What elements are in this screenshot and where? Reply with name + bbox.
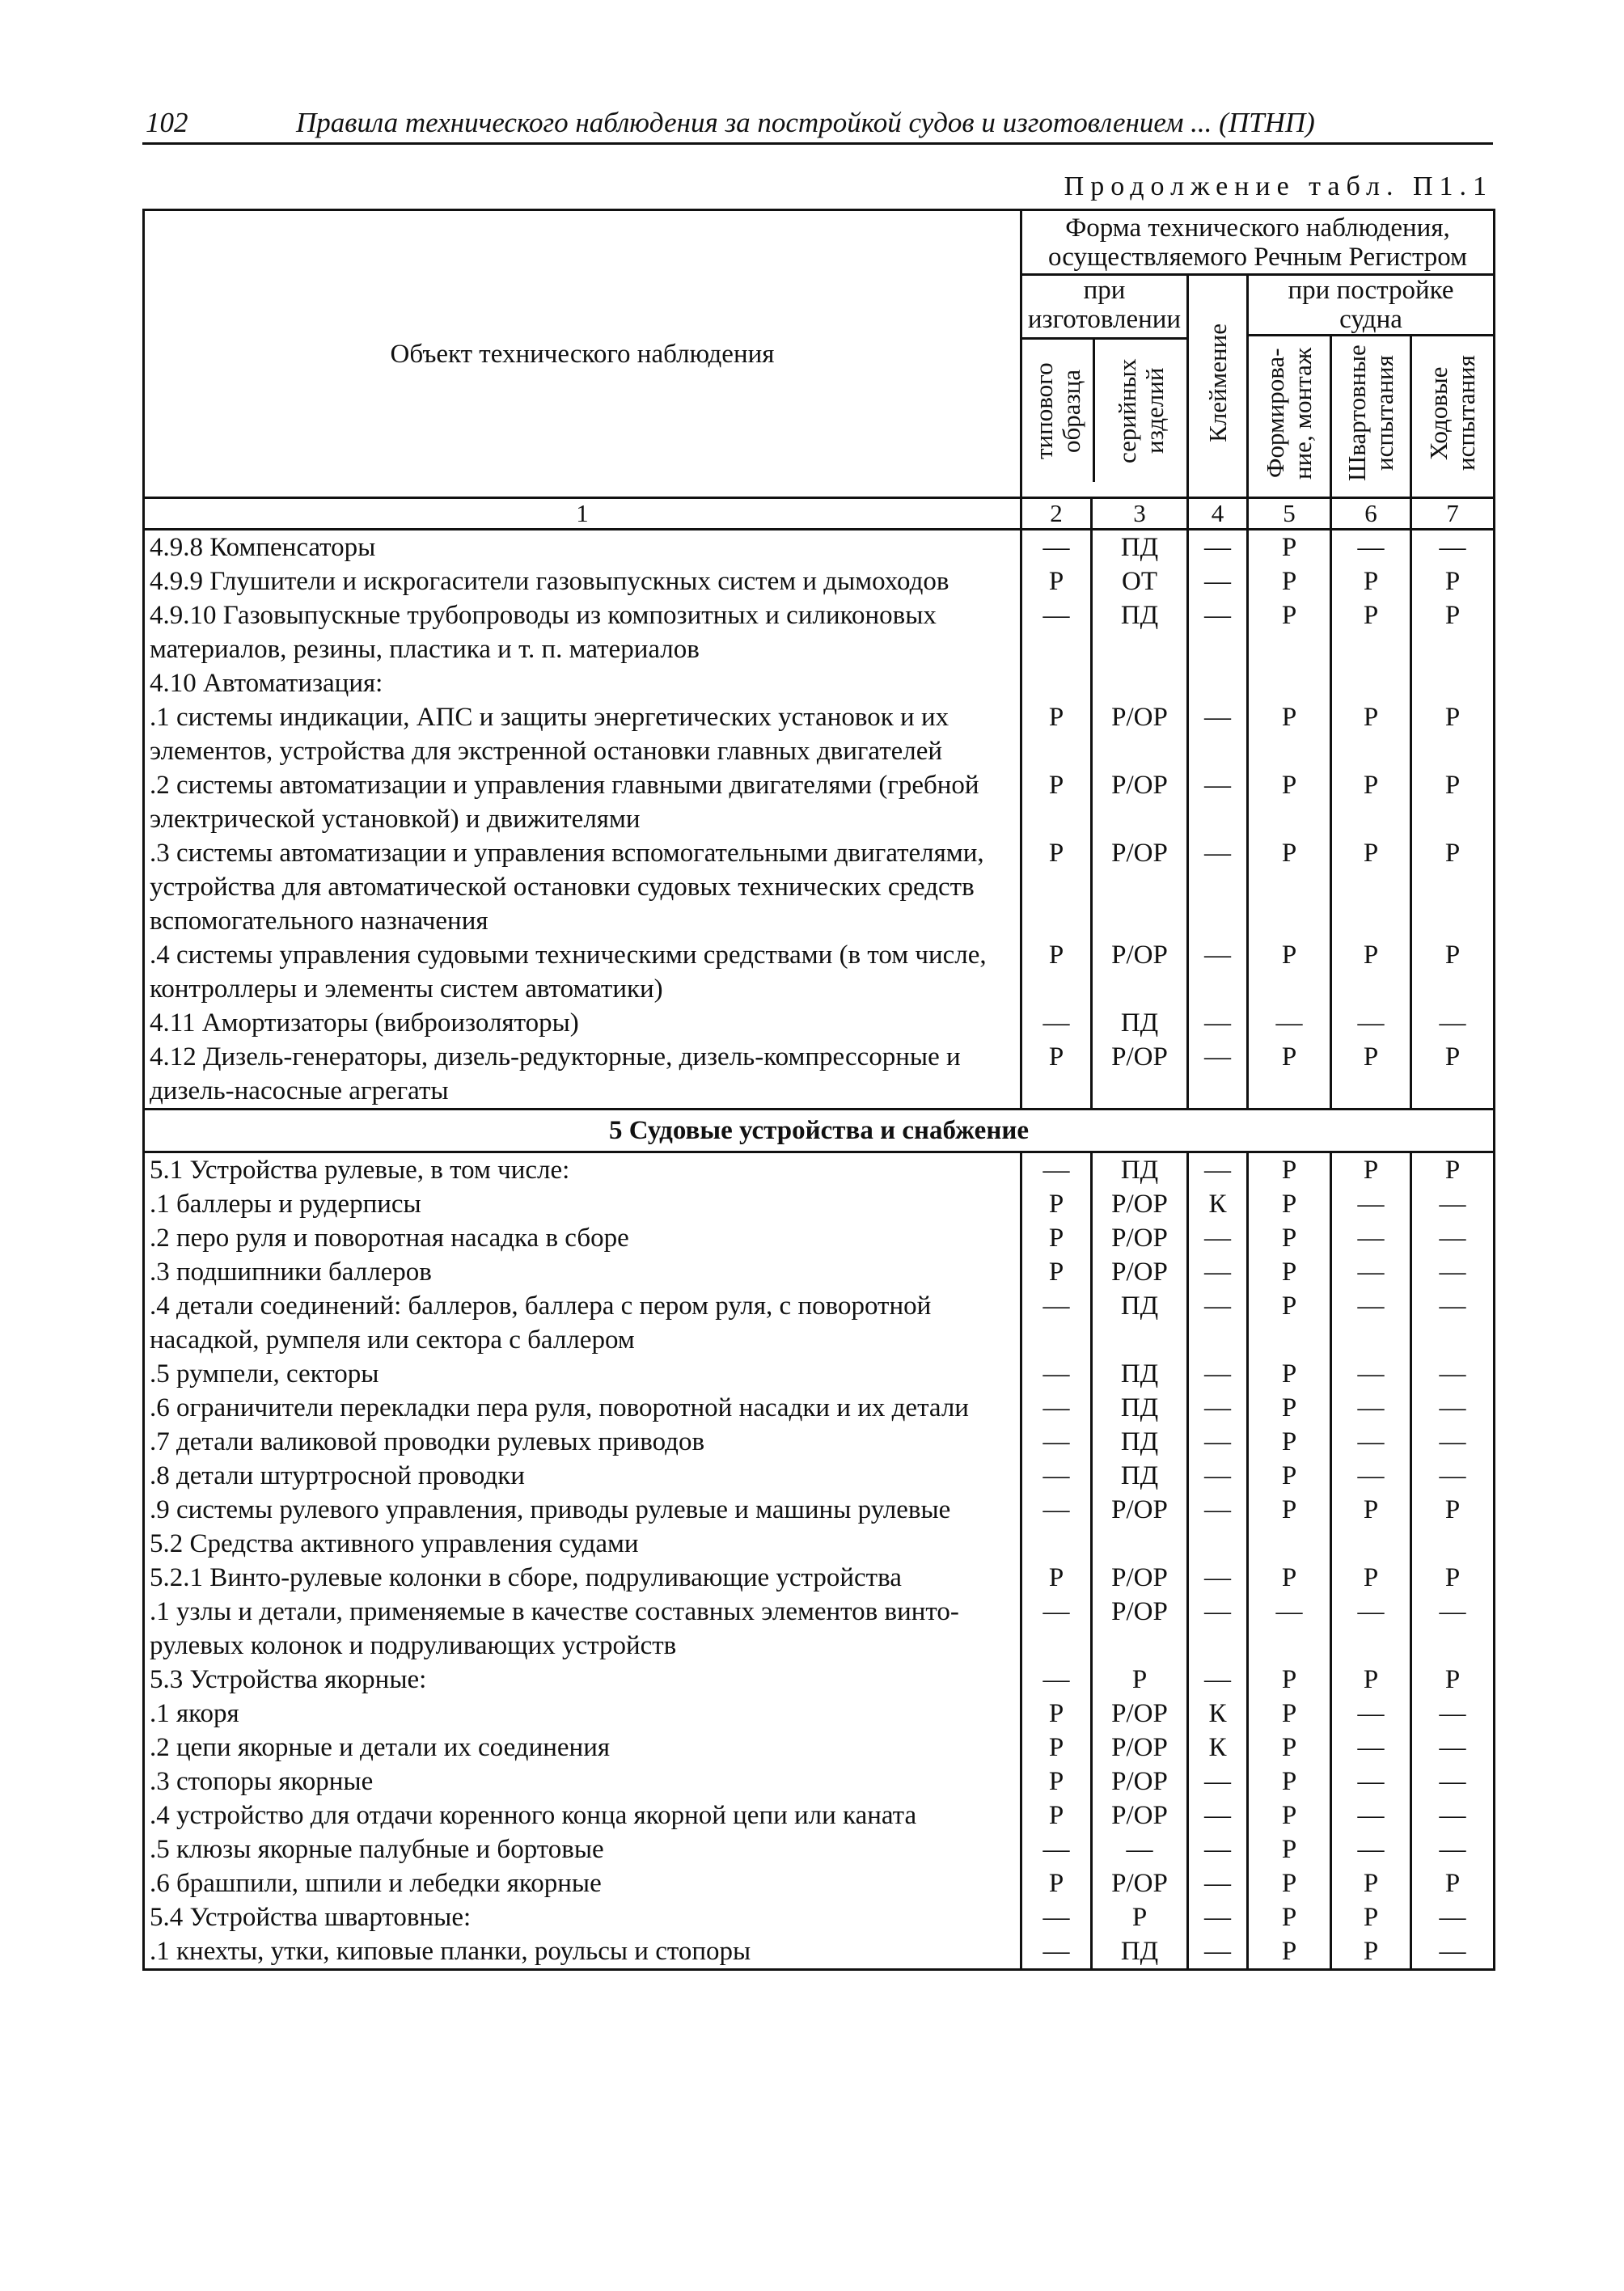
form-cell: — — [1188, 1561, 1248, 1595]
table-row — [144, 1493, 1495, 1527]
object-name: .4 детали соединений: баллеров, баллера с пером руля, с поворотной насадкой, румпеля или сектора с баллером — [144, 1289, 1021, 1357]
table-row — [144, 1866, 1495, 1900]
form-cell: Р — [1331, 836, 1411, 938]
form-cell — [1331, 666, 1411, 700]
form-cell: — — [1331, 1731, 1411, 1765]
table-row — [144, 1663, 1495, 1697]
form-cell: Р — [1411, 768, 1495, 836]
form-cell — [1411, 666, 1495, 700]
form-cell: Р — [1331, 700, 1411, 768]
form-cell: — — [1331, 1391, 1411, 1425]
header-branding — [1188, 275, 1248, 498]
form-cell: Р — [1248, 1561, 1331, 1595]
section-heading-row — [144, 1110, 1495, 1152]
object-name: .9 системы рулевого управления, приводы рулевые и машины рулевые — [144, 1493, 1021, 1527]
form-cell: Р — [1248, 1040, 1331, 1110]
page-number: 102 — [146, 107, 188, 138]
table-row — [144, 1187, 1495, 1221]
form-cell: Р — [1411, 1493, 1495, 1527]
form-cell: Р — [1021, 1561, 1092, 1595]
form-cell: Р — [1092, 1900, 1188, 1934]
form-cell: Р — [1248, 938, 1331, 1006]
table-row — [144, 530, 1495, 565]
form-cell: — — [1411, 1595, 1495, 1663]
form-cell: Р — [1021, 836, 1092, 938]
form-cell: — — [1331, 1255, 1411, 1289]
form-cell: — — [1021, 1900, 1092, 1934]
form-cell: — — [1021, 1832, 1092, 1866]
object-name: .6 ограничители перекладки пера руля, поворотной насадки и их детали — [144, 1391, 1021, 1425]
form-cell: Р — [1331, 598, 1411, 666]
form-cell: Р — [1248, 1866, 1331, 1900]
form-cell: Р — [1021, 1221, 1092, 1255]
form-cell: ПД — [1092, 1459, 1188, 1493]
form-cell: Р — [1331, 564, 1411, 598]
form-cell: — — [1411, 530, 1495, 565]
form-cell: — — [1331, 1006, 1411, 1040]
column-number: 4 — [1188, 498, 1248, 530]
form-cell: Р — [1248, 1391, 1331, 1425]
form-cell: Р — [1021, 1187, 1092, 1221]
table-row — [144, 666, 1495, 700]
form-cell: ПД — [1092, 1391, 1188, 1425]
table-body-part2 — [144, 1152, 1495, 1970]
form-cell: — — [1021, 1289, 1092, 1357]
object-name: .1 якоря — [144, 1697, 1021, 1731]
column-number: 5 — [1248, 498, 1331, 530]
column-number: 2 — [1021, 498, 1092, 530]
form-cell: Р — [1331, 1866, 1411, 1900]
form-cell: Р — [1248, 1765, 1331, 1799]
form-cell: — — [1188, 836, 1248, 938]
form-cell — [1331, 1527, 1411, 1561]
object-name: .5 румпели, секторы — [144, 1357, 1021, 1391]
object-name: .1 баллеры и рудерписы — [144, 1187, 1021, 1221]
form-cell: — — [1331, 1289, 1411, 1357]
form-cell: — — [1188, 1900, 1248, 1934]
form-cell: — — [1188, 1765, 1248, 1799]
form-cell: ПД — [1092, 1425, 1188, 1459]
form-cell: Р/ОР — [1092, 1765, 1188, 1799]
form-cell: — — [1021, 1493, 1092, 1527]
object-name: .6 брашпили, шпили и лебедки якорные — [144, 1866, 1021, 1900]
form-cell: — — [1248, 1595, 1331, 1663]
object-name: .7 детали валиковой проводки рулевых приводов — [144, 1425, 1021, 1459]
form-cell: Р/ОР — [1092, 1595, 1188, 1663]
form-cell: Р/ОР — [1092, 1187, 1188, 1221]
header-mooring-text: Швартовные испытания — [1343, 344, 1398, 482]
form-cell: — — [1411, 1799, 1495, 1832]
header-serial — [1095, 340, 1186, 482]
form-cell: — — [1331, 1595, 1411, 1663]
table-row — [144, 700, 1495, 768]
table-row — [144, 1289, 1495, 1357]
form-cell: — — [1188, 1832, 1248, 1866]
form-cell: Р — [1248, 530, 1331, 565]
header-type-sample-text: типового образца — [1029, 362, 1085, 459]
header-manufacture-label: при изготовлении — [1027, 276, 1182, 334]
table-row — [144, 1221, 1495, 1255]
form-cell: Р — [1411, 1152, 1495, 1188]
form-cell: Р — [1248, 564, 1331, 598]
object-name: .5 клюзы якорные палубные и бортовые — [144, 1832, 1021, 1866]
object-name: .2 цепи якорные и детали их соединения — [144, 1731, 1021, 1765]
form-cell: Р/ОР — [1092, 1697, 1188, 1731]
form-cell: Р — [1021, 1255, 1092, 1289]
object-name: .1 системы индикации, АПС и защиты энергетических установок и их элементов, устройства для экстренной остановки главных двигателей — [144, 700, 1021, 768]
header-manufacture-group — [1021, 275, 1188, 498]
form-cell: Р — [1331, 1152, 1411, 1188]
form-cell: — — [1188, 1663, 1248, 1697]
form-cell: — — [1021, 1357, 1092, 1391]
form-cell: Р — [1248, 1663, 1331, 1697]
form-cell: — — [1411, 1731, 1495, 1765]
form-cell: Р — [1248, 1697, 1331, 1731]
table-row — [144, 1561, 1495, 1595]
form-cell: ПД — [1092, 1152, 1188, 1188]
header-construction-group: при постройке судна — [1248, 275, 1495, 336]
form-cell: — — [1021, 1663, 1092, 1697]
section-row-group — [144, 1110, 1495, 1152]
form-cell: — — [1188, 1006, 1248, 1040]
table-row — [144, 1765, 1495, 1799]
form-cell: Р — [1331, 768, 1411, 836]
header-forming — [1248, 336, 1331, 498]
form-cell: Р — [1092, 1663, 1188, 1697]
object-name: 4.9.10 Газовыпускные трубопроводы из композитных и силиконовых материалов, резины, пластика и т. п. материалов — [144, 598, 1021, 666]
table-body-part1 — [144, 498, 1495, 1110]
form-cell: — — [1021, 598, 1092, 666]
form-cell: Р/ОР — [1092, 836, 1188, 938]
form-cell: — — [1188, 700, 1248, 768]
header-forming-text: Формирова-ние, монтаж — [1261, 347, 1317, 480]
form-cell: Р — [1248, 1221, 1331, 1255]
form-cell: Р — [1248, 1731, 1331, 1765]
form-cell: — — [1331, 1425, 1411, 1459]
form-cell: — — [1188, 1040, 1248, 1110]
column-number: 6 — [1331, 498, 1411, 530]
form-cell: Р — [1331, 1040, 1411, 1110]
form-cell: — — [1188, 1221, 1248, 1255]
form-cell: Р — [1411, 938, 1495, 1006]
form-cell: — — [1188, 1595, 1248, 1663]
table-row — [144, 836, 1495, 938]
form-cell: — — [1411, 1765, 1495, 1799]
form-cell: Р — [1021, 700, 1092, 768]
form-cell: Р — [1411, 1663, 1495, 1697]
form-cell: Р/ОР — [1092, 1040, 1188, 1110]
form-cell: — — [1188, 530, 1248, 565]
table-header — [144, 210, 1495, 498]
object-name: 5.3 Устройства якорные: — [144, 1663, 1021, 1697]
form-cell: — — [1188, 1493, 1248, 1527]
form-cell: Р — [1411, 1040, 1495, 1110]
form-cell: — — [1331, 1799, 1411, 1832]
form-cell: Р/ОР — [1092, 700, 1188, 768]
form-cell: ОТ — [1092, 564, 1188, 598]
form-cell: Р — [1411, 1561, 1495, 1595]
table-row — [144, 1040, 1495, 1110]
table-row — [144, 1799, 1495, 1832]
form-cell: — — [1188, 564, 1248, 598]
table-row — [144, 564, 1495, 598]
form-cell: Р — [1411, 598, 1495, 666]
table-row — [144, 1595, 1495, 1663]
object-name: .1 узлы и детали, применяемые в качестве составных элементов винто-рулевых колонок и подруливающих устройств — [144, 1595, 1021, 1663]
object-name: 4.10 Автоматизация: — [144, 666, 1021, 700]
object-name: .4 системы управления судовыми техническими средствами (в том числе, контроллеры и элементы систем автоматики) — [144, 938, 1021, 1006]
object-name: 4.11 Амортизаторы (виброизоляторы) — [144, 1006, 1021, 1040]
form-cell: Р — [1248, 1900, 1331, 1934]
column-number: 1 — [144, 498, 1021, 530]
form-cell — [1248, 666, 1331, 700]
form-cell: К — [1188, 1187, 1248, 1221]
object-name: .3 подшипники баллеров — [144, 1255, 1021, 1289]
form-cell: — — [1188, 938, 1248, 1006]
form-cell: — — [1188, 1357, 1248, 1391]
form-cell: Р — [1248, 1459, 1331, 1493]
form-cell: Р — [1021, 1697, 1092, 1731]
form-cell — [1248, 1527, 1331, 1561]
form-cell: — — [1188, 768, 1248, 836]
form-cell: Р — [1331, 1900, 1411, 1934]
form-cell — [1021, 666, 1092, 700]
object-name: 4.9.9 Глушители и искрогасители газовыпускных систем и дымоходов — [144, 564, 1021, 598]
header-sea-text: Ходовые испытания — [1424, 355, 1480, 471]
form-cell: Р — [1248, 1255, 1331, 1289]
object-name: 5.4 Устройства швартовные: — [144, 1900, 1021, 1934]
form-cell: — — [1021, 1459, 1092, 1493]
table-row — [144, 938, 1495, 1006]
form-cell: — — [1021, 1006, 1092, 1040]
form-cell: — — [1021, 530, 1092, 565]
table-row — [144, 1006, 1495, 1040]
form-cell: Р — [1248, 1289, 1331, 1357]
form-cell: Р — [1021, 1040, 1092, 1110]
form-cell: ПД — [1092, 598, 1188, 666]
form-cell: Р — [1411, 700, 1495, 768]
column-number: 3 — [1092, 498, 1188, 530]
form-cell: — — [1188, 1289, 1248, 1357]
form-cell: Р/ОР — [1092, 938, 1188, 1006]
header-mooring — [1331, 336, 1411, 498]
form-cell: Р — [1248, 1187, 1331, 1221]
form-cell: Р — [1021, 938, 1092, 1006]
form-cell: — — [1411, 1459, 1495, 1493]
form-cell: — — [1411, 1391, 1495, 1425]
form-cell: — — [1411, 1425, 1495, 1459]
form-cell: Р/ОР — [1092, 1731, 1188, 1765]
form-cell: Р — [1248, 1152, 1331, 1188]
object-name: 4.9.8 Компенсаторы — [144, 530, 1021, 565]
form-cell: Р — [1021, 1731, 1092, 1765]
form-cell: Р/ОР — [1092, 1493, 1188, 1527]
table-row — [144, 1152, 1495, 1188]
form-cell: Р — [1021, 1799, 1092, 1832]
form-cell: — — [1092, 1832, 1188, 1866]
form-cell: — — [1411, 1289, 1495, 1357]
form-cell: Р/ОР — [1092, 1866, 1188, 1900]
form-cell: — — [1331, 1697, 1411, 1731]
form-cell: К — [1188, 1731, 1248, 1765]
form-cell: — — [1411, 1697, 1495, 1731]
table-row — [144, 768, 1495, 836]
form-cell: Р — [1021, 564, 1092, 598]
form-cell: Р — [1248, 1357, 1331, 1391]
form-cell: — — [1411, 1900, 1495, 1934]
table-row — [144, 1425, 1495, 1459]
form-cell: Р — [1248, 700, 1331, 768]
object-name: .3 стопоры якорные — [144, 1765, 1021, 1799]
form-cell: — — [1331, 1459, 1411, 1493]
object-name: .2 перо руля и поворотная насадка в сборе — [144, 1221, 1021, 1255]
form-cell — [1092, 1527, 1188, 1561]
form-cell: ПД — [1092, 1934, 1188, 1970]
table-continuation-label: Продолжение табл. П1.1 — [1064, 171, 1493, 201]
form-cell: Р — [1248, 598, 1331, 666]
section-heading: 5 Судовые устройства и снабжение — [144, 1110, 1495, 1152]
form-cell: — — [1188, 1391, 1248, 1425]
header-sea — [1411, 336, 1495, 498]
running-head — [142, 104, 1493, 145]
form-cell: Р/ОР — [1092, 1799, 1188, 1832]
form-cell: Р — [1411, 836, 1495, 938]
form-cell: К — [1188, 1697, 1248, 1731]
form-cell: Р — [1248, 768, 1331, 836]
table-row — [144, 1255, 1495, 1289]
header-serial-text: серийных изделий — [1112, 358, 1169, 463]
form-cell: Р — [1248, 1493, 1331, 1527]
form-cell: Р — [1331, 1493, 1411, 1527]
table-row — [144, 1527, 1495, 1561]
form-cell: — — [1188, 1255, 1248, 1289]
form-cell: Р — [1331, 1934, 1411, 1970]
table-row — [144, 1832, 1495, 1866]
form-cell: Р — [1411, 564, 1495, 598]
form-cell: Р — [1331, 1561, 1411, 1595]
form-cell: — — [1021, 1391, 1092, 1425]
form-cell: — — [1188, 1866, 1248, 1900]
form-cell: — — [1188, 1425, 1248, 1459]
form-cell: ПД — [1092, 1006, 1188, 1040]
table-row — [144, 1357, 1495, 1391]
form-cell — [1188, 666, 1248, 700]
form-cell: — — [1411, 1255, 1495, 1289]
form-cell: — — [1331, 1765, 1411, 1799]
form-cell: Р/ОР — [1092, 1561, 1188, 1595]
form-cell: Р — [1021, 1765, 1092, 1799]
form-cell: ПД — [1092, 1357, 1188, 1391]
form-cell: Р — [1331, 938, 1411, 1006]
form-cell: Р — [1248, 836, 1331, 938]
form-cell: — — [1331, 1221, 1411, 1255]
object-name: 5.1 Устройства рулевые, в том числе: — [144, 1152, 1021, 1188]
object-name: .2 системы автоматизации и управления главными двигателями (гребной электрической установкой) и движителями — [144, 768, 1021, 836]
form-cell: Р — [1411, 1866, 1495, 1900]
object-name: .3 системы автоматизации и управления вспомогательными двигателями, устройства для автоматической остановки судовых технических средств вспомогательного назначения — [144, 836, 1021, 938]
table-row — [144, 598, 1495, 666]
column-numbers-row — [144, 498, 1495, 530]
form-cell: Р — [1248, 1799, 1331, 1832]
object-name: .8 детали штуртросной проводки — [144, 1459, 1021, 1493]
running-title: Правила технического наблюдения за постройкой судов и изготовлением ... (ПТНП) — [296, 107, 1315, 138]
object-name: .1 кнехты, утки, киповые планки, роульсы и стопоры — [144, 1934, 1021, 1970]
form-cell: Р — [1021, 1866, 1092, 1900]
table-row — [144, 1459, 1495, 1493]
form-cell: Р/ОР — [1092, 1221, 1188, 1255]
form-cell: — — [1331, 1832, 1411, 1866]
form-cell: — — [1021, 1425, 1092, 1459]
form-cell — [1021, 1527, 1092, 1561]
header-type-sample — [1022, 340, 1095, 482]
form-cell — [1092, 666, 1188, 700]
table-row — [144, 1391, 1495, 1425]
form-cell: — — [1021, 1595, 1092, 1663]
form-cell — [1188, 1527, 1248, 1561]
table-row — [144, 1697, 1495, 1731]
object-name: 5.2 Средства активного управления судами — [144, 1527, 1021, 1561]
form-cell — [1411, 1527, 1495, 1561]
form-cell: — — [1188, 1152, 1248, 1188]
form-cell: — — [1331, 1187, 1411, 1221]
form-cell: Р — [1248, 1934, 1331, 1970]
object-name: 4.12 Дизель-генераторы, дизель-редукторные, дизель-компрессорные и дизель-насосные агрегаты — [144, 1040, 1021, 1110]
object-name: 5.2.1 Винто-рулевые колонки в сборе, подруливающие устройства — [144, 1561, 1021, 1595]
form-cell: Р — [1248, 1425, 1331, 1459]
form-cell: — — [1331, 530, 1411, 565]
supervision-table — [142, 209, 1495, 1971]
form-cell: — — [1411, 1357, 1495, 1391]
form-cell: ПД — [1092, 530, 1188, 565]
form-cell: Р — [1021, 768, 1092, 836]
form-cell: Р — [1331, 1663, 1411, 1697]
form-cell: — — [1248, 1006, 1331, 1040]
column-number: 7 — [1411, 498, 1495, 530]
header-branding-text: Клеймение — [1203, 323, 1232, 442]
form-cell: — — [1411, 1006, 1495, 1040]
form-cell: ПД — [1092, 1289, 1188, 1357]
table-row — [144, 1900, 1495, 1934]
form-cell: — — [1021, 1934, 1092, 1970]
form-cell: — — [1411, 1221, 1495, 1255]
table-row — [144, 1934, 1495, 1970]
form-cell: — — [1411, 1832, 1495, 1866]
header-object: Объект технического наблюдения — [144, 210, 1021, 498]
form-cell: — — [1411, 1934, 1495, 1970]
form-cell: — — [1188, 1934, 1248, 1970]
table-row — [144, 1731, 1495, 1765]
object-name: .4 устройство для отдачи коренного конца якорной цепи или каната — [144, 1799, 1021, 1832]
form-cell: — — [1188, 1459, 1248, 1493]
form-cell: — — [1188, 598, 1248, 666]
form-cell: Р — [1248, 1832, 1331, 1866]
form-cell: — — [1331, 1357, 1411, 1391]
form-cell: — — [1021, 1152, 1092, 1188]
form-cell: — — [1411, 1187, 1495, 1221]
header-form-group: Форма технического наблюдения, осуществляемого Речным Регистром — [1021, 210, 1495, 275]
form-cell: — — [1188, 1799, 1248, 1832]
form-cell: Р/ОР — [1092, 1255, 1188, 1289]
form-cell: Р/ОР — [1092, 768, 1188, 836]
